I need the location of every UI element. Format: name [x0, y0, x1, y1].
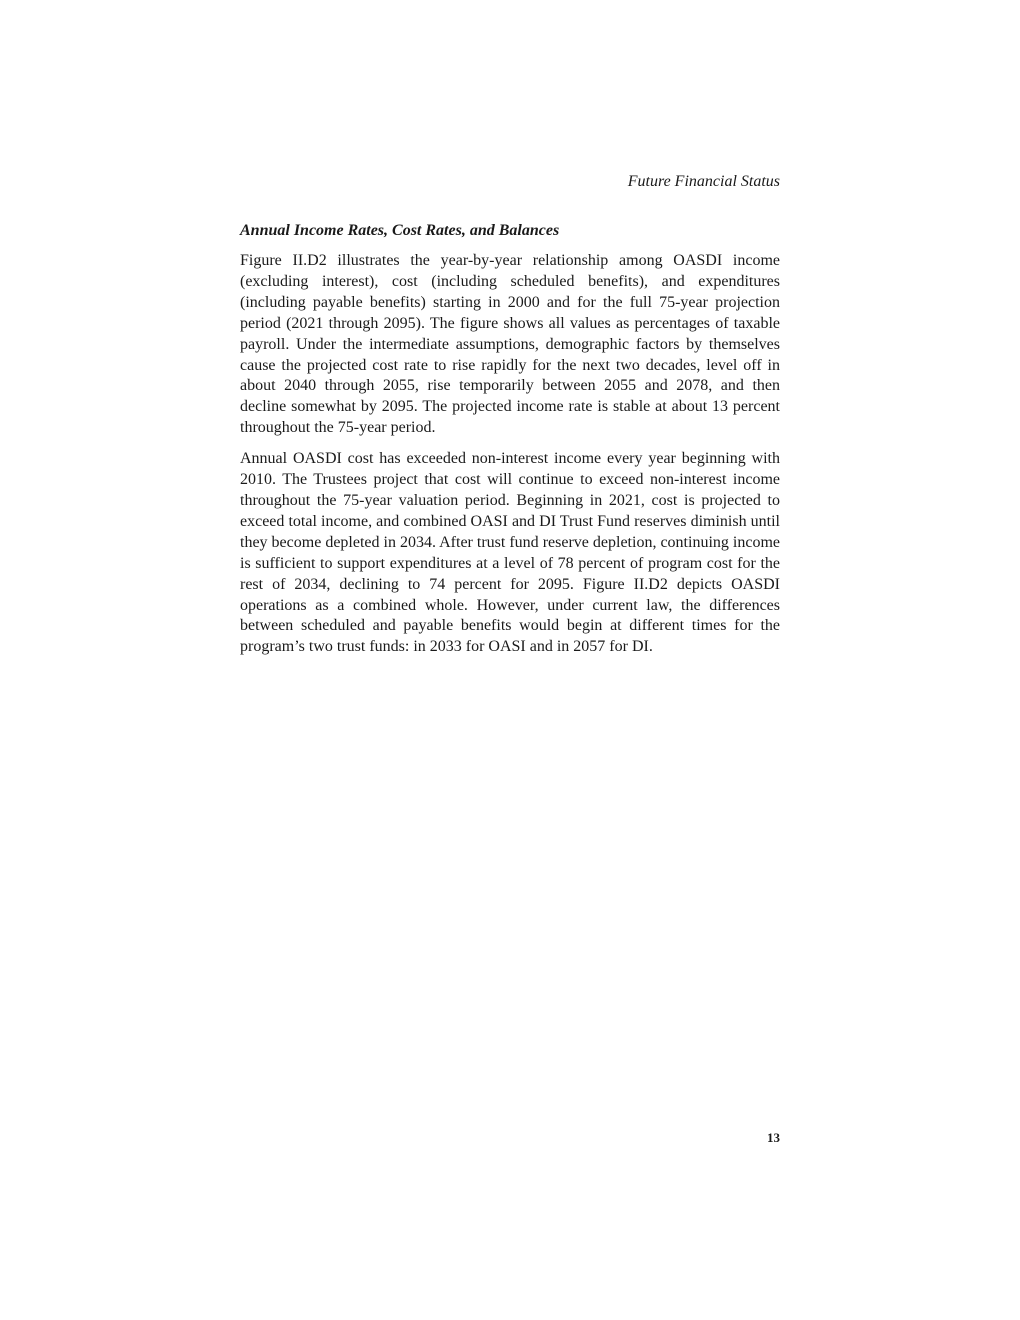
section-heading: Annual Income Rates, Cost Rates, and Balances	[240, 222, 560, 239]
running-header: Future Financial Status	[627, 173, 780, 190]
paragraph-2: Annual OASDI cost has exceeded non-interest income every year beginning with 2010. The Trustees project that cost will continue to exceed non-interest income throughout the 75-year valuation period. Beginning in 2021, cost is projected to exceed total income, and combined OASI and DI Trust Fund reserves diminish until they become depleted in 2034. After trust fund reserve depletion, continuing income is sufficient to support expenditures at a level of 78 percent of program cost for the rest of 2034, declining to 74 percent for 2095. Figure II.D2 depicts OASDI operations as a combined whole. However, under current law, the differences between scheduled and payable benefits would begin at different times for the program’s two trust funds: in 2033 for OASI and in 2057 for DI.	[240, 450, 780, 656]
paragraph-1: Figure II.D2 illustrates the year-by-year relationship among OASDI income (excluding interest), cost (including scheduled benefits), and expenditures (including payable benefits) starting in 2000 and for the full 75-year projection period (2021 through 2095). The figure shows all values as percentages of taxable payroll. Under the intermediate assumptions, demographic factors by themselves cause the projected cost rate to rise rapidly for the next two decades, level off in about 2040 through 2055, rise temporarily between 2055 and 2078, and then decline somewhat by 2095. The projected income rate is stable at about 13 percent throughout the 75-year period.	[240, 252, 780, 437]
page-number: 13	[767, 1130, 780, 1145]
main-content	[240, 220, 780, 668]
